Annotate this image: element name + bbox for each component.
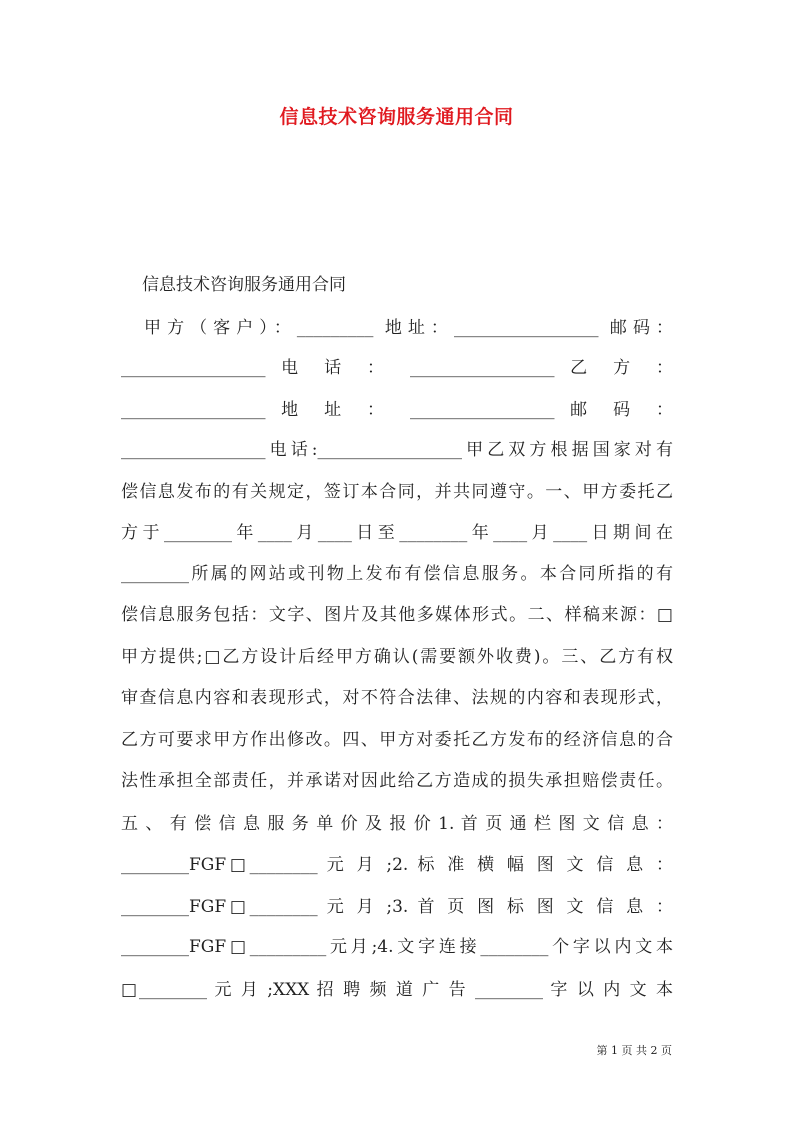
body-line-12: 法性承担全部责任，并承诺对因此给乙方造成的损失承担赔偿责任。 <box>121 771 673 791</box>
body-line-1: 甲方（客户）：_________ 地址：_________________ 邮码： <box>121 318 673 338</box>
body-line-3: _________________ 地 址 ： _________________ 邮 码 ： <box>121 400 673 420</box>
body-line-6: 方于________年____月____日至________年____月____日期间在 <box>121 523 673 543</box>
body-line-8: 偿信息服务包括：文字、图片及其他多媒体形式。二、样稿来源：□ <box>121 605 673 625</box>
page-footer: 第 1 页 共 2 页 <box>596 1044 672 1057</box>
body-line-11: 乙方可要求甲方作出修改。四、甲方对委托乙方发布的经济信息的合 <box>121 730 673 750</box>
body-line-16: ________FGF□_________元月;4.文字连接________个字以内文本 <box>121 937 673 957</box>
body-line-13: 五 、 有 偿 信 息 服 务 单 价 及 报 价 1. 首 页 通 栏 图 文 信 息 ： <box>121 814 673 834</box>
body-line-15: ________FGF□________ 元 月 ;3. 首 页 图 标 图 文 信 息 ： <box>121 897 673 917</box>
body-line-17: □________ 元 月 ;XXX 招 聘 频 道 广 告 ________ 字 以 内 文 本 <box>121 980 673 1000</box>
body-line-2: _________________ 电 话 ： _________________ 乙 方 ： <box>121 358 673 378</box>
body-line-10: 审查信息内容和表现形式，对不符合法律、法规的内容和表现形式， <box>121 688 673 708</box>
document-subtitle: 信息技术咨询服务通用合同 <box>142 275 346 295</box>
body-line-7: ________所属的网站或刊物上发布有偿信息服务。本合同所指的有 <box>121 564 673 584</box>
body-line-4: _________________电话:_________________甲乙双方根据国家对有 <box>121 440 673 460</box>
body-line-5: 偿信息发布的有关规定，签订本合同，并共同遵守。一、甲方委托乙 <box>121 482 673 502</box>
document-title: 信息技术咨询服务通用合同 <box>279 106 514 128</box>
body-line-9: 甲方提供;□乙方设计后经甲方确认(需要额外收费)。三、乙方有权 <box>121 647 673 667</box>
body-line-14: ________FGF□________ 元 月 ;2. 标 准 横 幅 图 文 信 息 ： <box>121 855 673 875</box>
